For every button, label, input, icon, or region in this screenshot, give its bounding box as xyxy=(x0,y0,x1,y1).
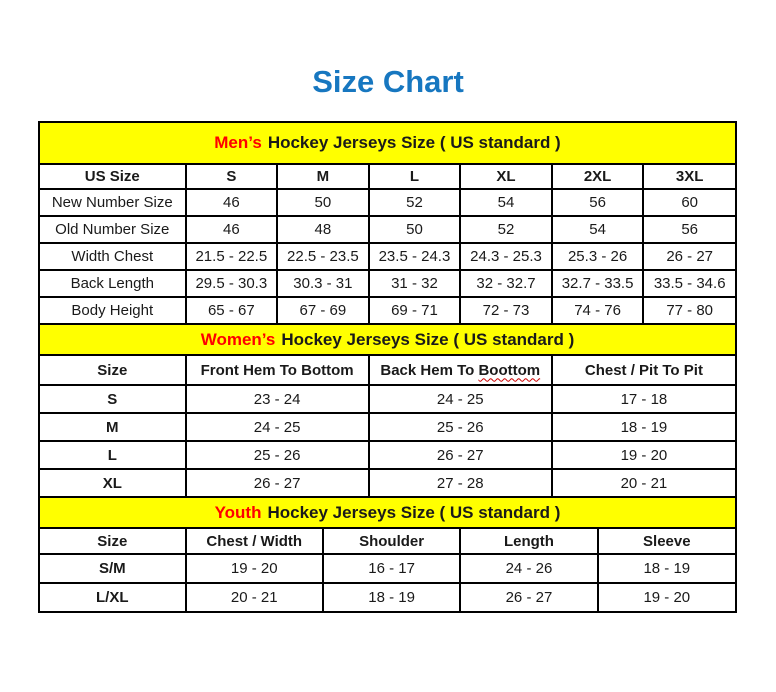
data-cell: 69 - 71 xyxy=(369,297,461,323)
header-cell-text: Back Hem To xyxy=(380,361,475,379)
header-cell: Chest / Pit To Pit xyxy=(552,356,735,385)
data-cell: 20 - 21 xyxy=(552,469,735,496)
data-cell: 32.7 - 33.5 xyxy=(552,270,644,297)
data-cell: 18 - 19 xyxy=(598,554,735,583)
table-row xyxy=(40,469,735,496)
data-cell: 23 - 24 xyxy=(186,385,369,413)
table-row xyxy=(40,216,735,243)
row-label: XL xyxy=(40,469,186,496)
data-cell: 18 - 19 xyxy=(552,413,735,441)
data-cell: 48 xyxy=(277,216,369,243)
data-cell: 46 xyxy=(186,189,278,216)
table-row xyxy=(40,413,735,441)
data-cell: 24 - 26 xyxy=(460,554,597,583)
data-cell: 29.5 - 30.3 xyxy=(186,270,278,297)
header-cell: Size xyxy=(40,356,186,385)
data-cell: 50 xyxy=(369,216,461,243)
data-cell: 26 - 27 xyxy=(369,441,552,469)
row-label: M xyxy=(40,413,186,441)
header-cell: S xyxy=(186,165,278,189)
youth-section-highlight: Youth xyxy=(214,502,262,522)
row-label: New Number Size xyxy=(40,189,186,216)
header-cell: Front Hem To Bottom xyxy=(186,356,369,385)
row-label: S xyxy=(40,385,186,413)
data-cell: 25 - 26 xyxy=(369,413,552,441)
table-row xyxy=(40,270,735,297)
data-cell: 23.5 - 24.3 xyxy=(369,243,461,270)
data-cell: 19 - 20 xyxy=(598,583,735,611)
data-cell: 26 - 27 xyxy=(186,469,369,496)
data-cell: 20 - 21 xyxy=(186,583,323,611)
data-cell: 56 xyxy=(643,216,735,243)
data-cell: 27 - 28 xyxy=(369,469,552,496)
data-cell: 19 - 20 xyxy=(186,554,323,583)
table-row xyxy=(40,385,735,413)
data-cell: 77 - 80 xyxy=(643,297,735,323)
data-cell: 24 - 25 xyxy=(186,413,369,441)
womens-section-highlight: Women’s xyxy=(200,329,276,349)
mens-section-highlight: Men’s xyxy=(214,133,262,152)
data-cell: 72 - 73 xyxy=(460,297,552,323)
data-cell: 54 xyxy=(460,189,552,216)
header-cell: Chest / Width xyxy=(186,529,323,554)
header-cell: 2XL xyxy=(552,165,644,189)
row-label: L/XL xyxy=(40,583,186,611)
page-title: Size Chart xyxy=(312,64,464,99)
table-row xyxy=(40,554,735,583)
data-cell: 18 - 19 xyxy=(323,583,460,611)
row-label: Width Chest xyxy=(40,243,186,270)
data-cell: 60 xyxy=(643,189,735,216)
data-cell: 54 xyxy=(552,216,644,243)
size-chart xyxy=(38,121,737,613)
mens-section-band xyxy=(40,123,735,165)
data-cell: 17 - 18 xyxy=(552,385,735,413)
data-cell: 67 - 69 xyxy=(277,297,369,323)
data-cell: 26 - 27 xyxy=(460,583,597,611)
youth-section-title: Hockey Jerseys Size ( US standard ) xyxy=(267,502,561,522)
data-cell: 21.5 - 22.5 xyxy=(186,243,278,270)
womens-section-title: Hockey Jerseys Size ( US standard ) xyxy=(281,329,575,349)
header-cell: 3XL xyxy=(643,165,735,189)
header-cell: L xyxy=(369,165,461,189)
data-cell: 46 xyxy=(186,216,278,243)
data-cell: 65 - 67 xyxy=(186,297,278,323)
table-row xyxy=(40,189,735,216)
header-cell: XL xyxy=(460,165,552,189)
data-cell: 24 - 25 xyxy=(369,385,552,413)
data-cell: 32 - 32.7 xyxy=(460,270,552,297)
data-cell: 22.5 - 23.5 xyxy=(277,243,369,270)
table-row xyxy=(40,441,735,469)
mens-section-title: Hockey Jerseys Size ( US standard ) xyxy=(267,133,561,152)
header-cell: Length xyxy=(460,529,597,554)
header-cell: Shoulder xyxy=(323,529,460,554)
data-cell: 31 - 32 xyxy=(369,270,461,297)
header-cell: M xyxy=(277,165,369,189)
table-row xyxy=(40,243,735,270)
data-cell: 52 xyxy=(460,216,552,243)
header-cell: Size xyxy=(40,529,186,554)
misspelled-word: Boottom xyxy=(478,361,541,379)
data-cell: 25.3 - 26 xyxy=(552,243,644,270)
row-label: S/M xyxy=(40,554,186,583)
youth-section-band xyxy=(40,496,735,529)
womens-section-band xyxy=(40,323,735,356)
data-cell: 52 xyxy=(369,189,461,216)
row-label: Body Height xyxy=(40,297,186,323)
table-row xyxy=(40,297,735,323)
header-cell: Sleeve xyxy=(598,529,735,554)
data-cell: 74 - 76 xyxy=(552,297,644,323)
row-label: Old Number Size xyxy=(40,216,186,243)
table-row xyxy=(40,583,735,611)
row-label: L xyxy=(40,441,186,469)
header-cell xyxy=(369,356,552,385)
data-cell: 26 - 27 xyxy=(643,243,735,270)
header-cell: US Size xyxy=(40,165,186,189)
mens-size-table xyxy=(40,165,735,323)
row-label: Back Length xyxy=(40,270,186,297)
data-cell: 56 xyxy=(552,189,644,216)
mens-header-row xyxy=(40,165,735,189)
data-cell: 16 - 17 xyxy=(323,554,460,583)
womens-header-row xyxy=(40,356,735,385)
data-cell: 19 - 20 xyxy=(552,441,735,469)
data-cell: 24.3 - 25.3 xyxy=(460,243,552,270)
data-cell: 50 xyxy=(277,189,369,216)
youth-header-row xyxy=(40,529,735,554)
data-cell: 30.3 - 31 xyxy=(277,270,369,297)
womens-size-table xyxy=(40,356,735,496)
data-cell: 25 - 26 xyxy=(186,441,369,469)
data-cell: 33.5 - 34.6 xyxy=(643,270,735,297)
youth-size-table xyxy=(40,529,735,611)
